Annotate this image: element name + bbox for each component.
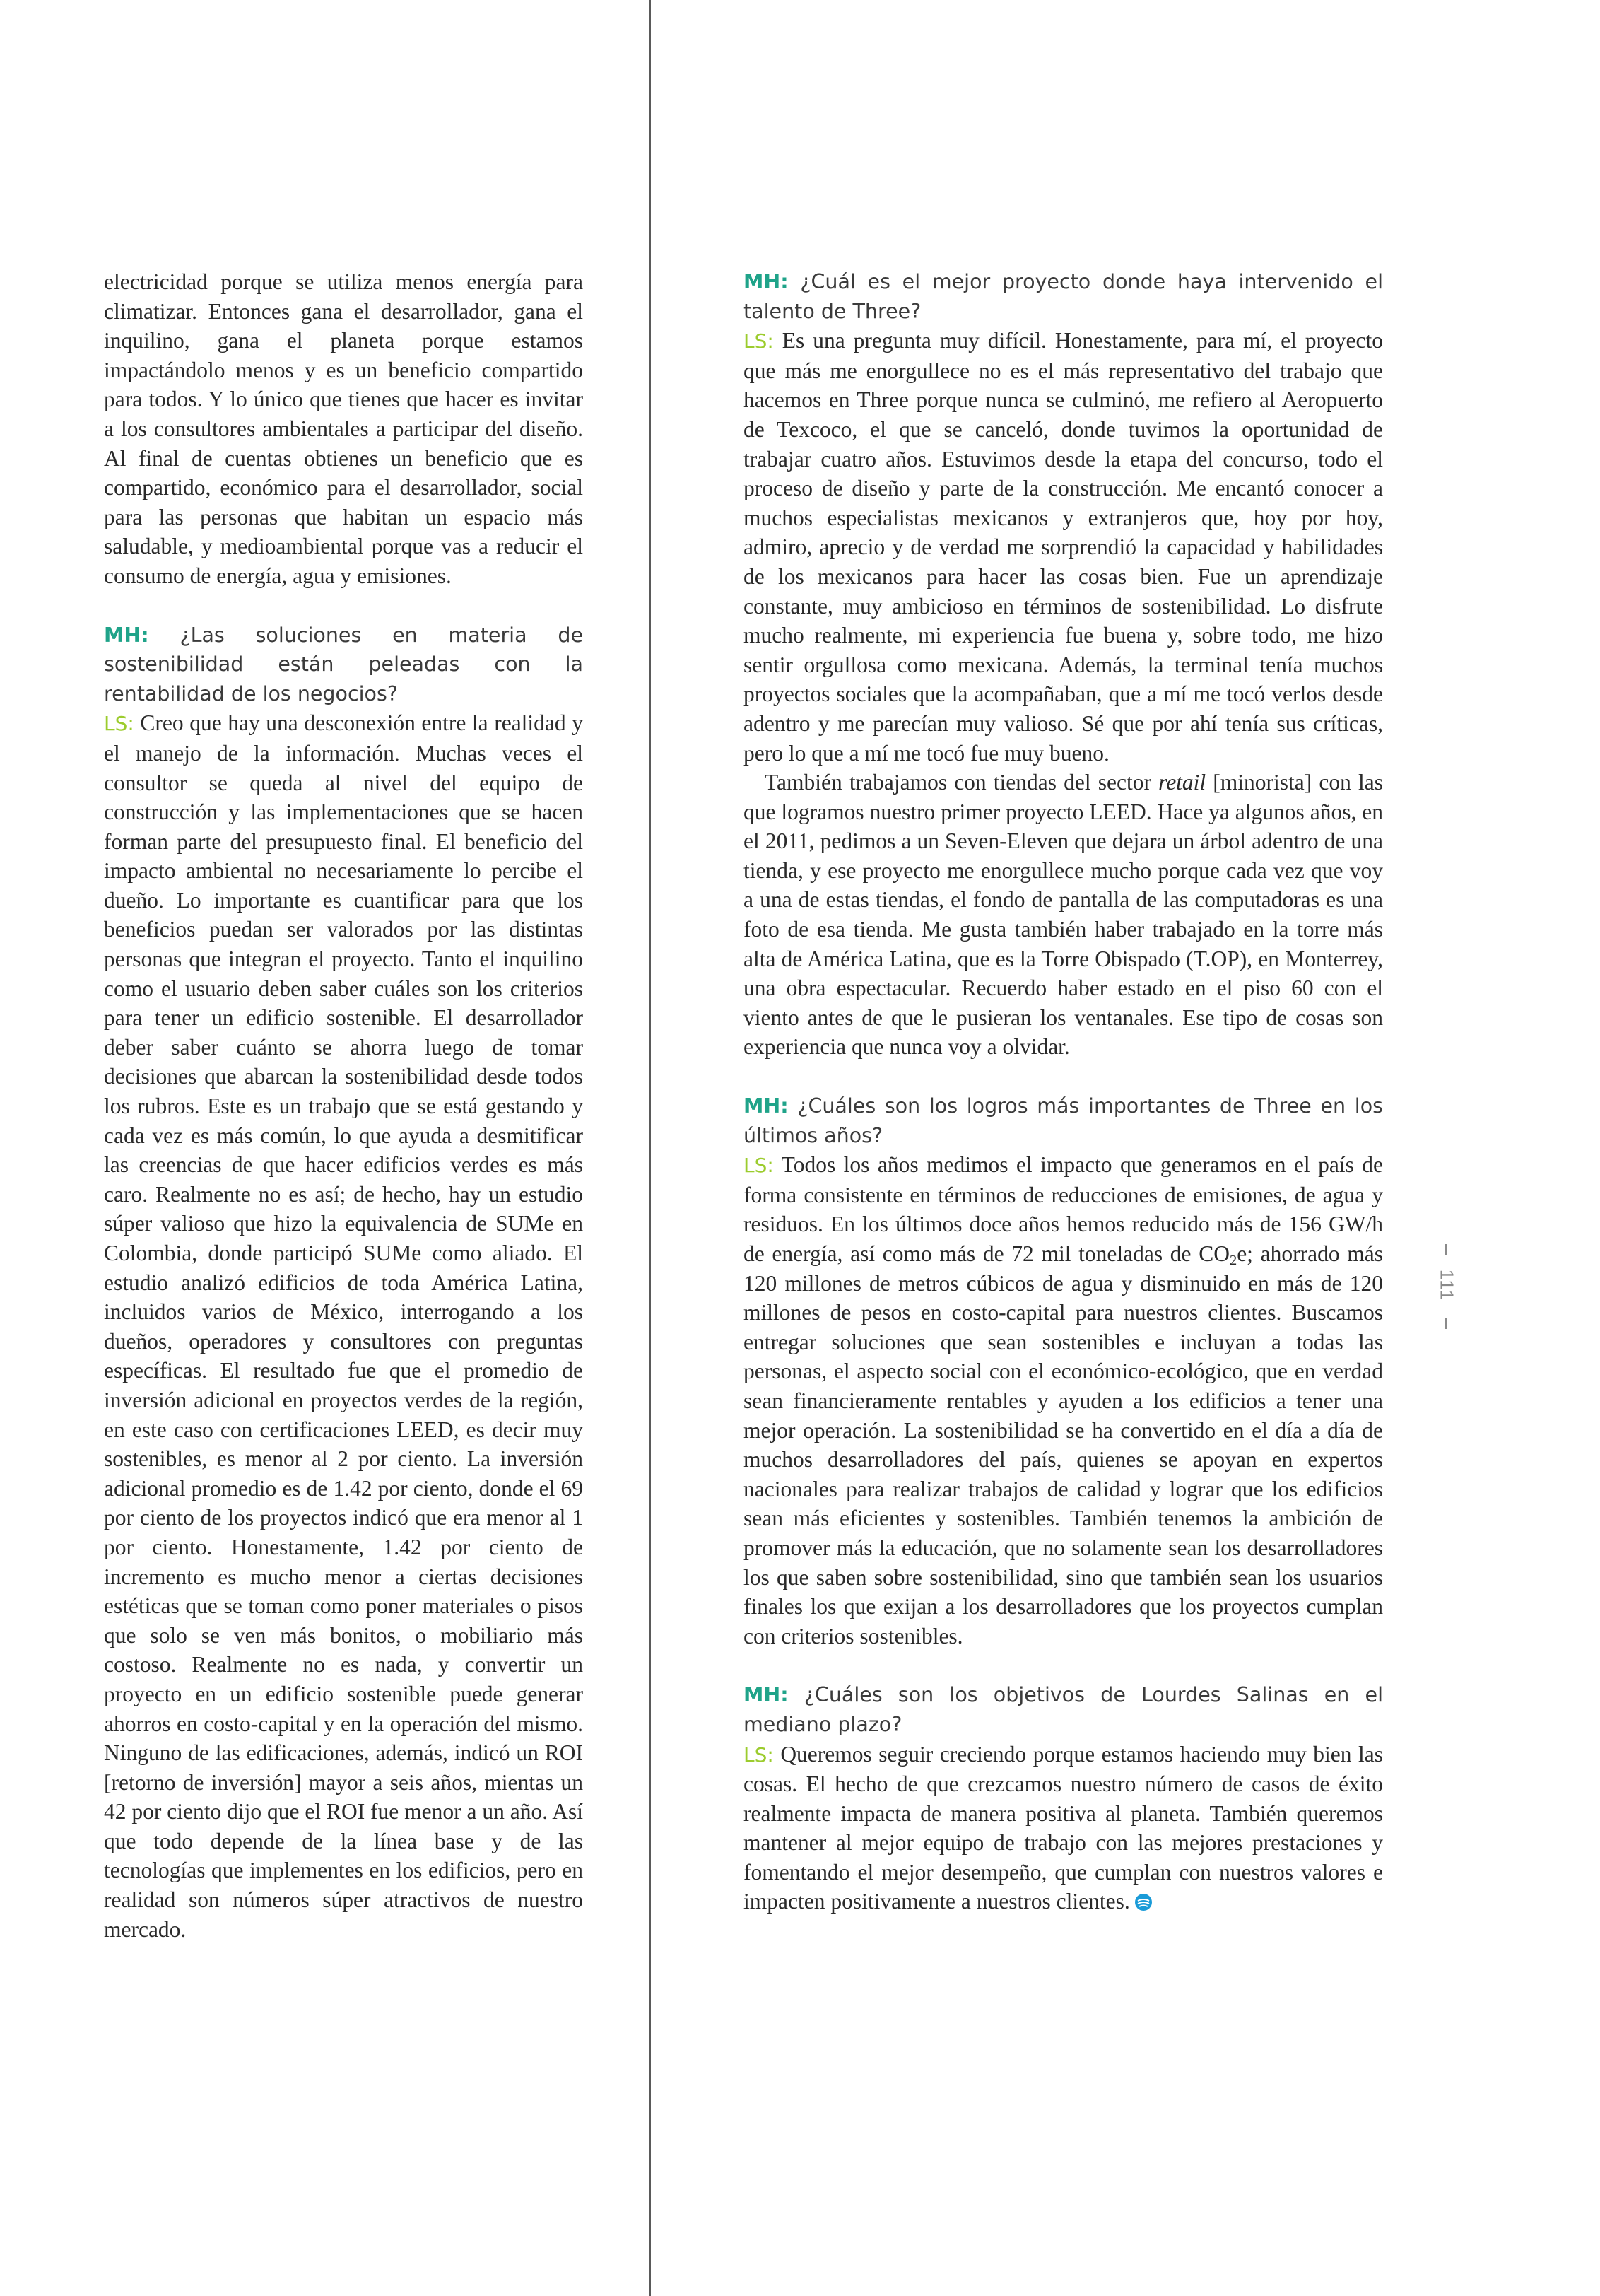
question-text: ¿Cuál es el mejor proyecto donde haya intervenido el talento de Three? <box>743 270 1384 323</box>
question-heading <box>743 1680 1383 1739</box>
italic-term: retail <box>1158 770 1206 795</box>
question-text: ¿Las soluciones en materia de sostenibilidad están peleadas con la rentabilidad de los negocios? <box>104 623 583 705</box>
mh-tag: MH: <box>743 1094 789 1118</box>
ls-tag: LS: <box>743 329 774 353</box>
mh-tag: MH: <box>743 1683 789 1707</box>
paragraph-text: También trabajamos con tiendas del sector <box>765 770 1159 795</box>
mh-tag: MH: <box>104 623 149 647</box>
question-heading <box>743 1091 1383 1150</box>
answer-text: Creo que hay una desconexión entre la realidad y el manejo de la información. Muchas veces el consultor se queda al nivel del equipo de construcción y las implementaciones que se hacen forman parte del presupuesto final. El beneficio del impacto ambiental no necesariamente lo percibe el dueño. Lo importante es cuantificar para que los beneficios puedan ser valorados por las distintas personas que integran el proyecto. Tanto el inquilino como el usuario deben saber cuáles son los criterios para tener un edificio sostenible. El desarrollador deber saber cuánto se ahorra luego de tomar decisiones que abarcan la sostenibilidad desde todos los rubros. Este es un trabajo que se está gestando y cada vez es más común, lo que ayuda a desmitificar las creencias de que hacer edificios verdes es más caro. Realmente no es así; de hecho, hay un estudio súper valioso que hizo la equivalencia de SUMe en Colombia, donde participó SUMe como aliado. El estudio analizó edificios de toda América Latina, incluidos varios de México, interrogando a los dueños, operadores y consultores con preguntas específicas. El resultado fue que el promedio de inversión adicional en proyectos verdes de la región, en este caso con certificaciones LEED, es decir muy sostenibles, es menor al 2 por ciento. La inversión adicional promedio es de 1.42 por ciento, donde el 69 por ciento de los proyectos indicó que era menor al 1 por ciento. Honestamente, 1.42 por ciento de incremento es mucho menor a ciertas decisiones estéticas que se toman como poner materiales o pisos que solo se ven más bonitos, o mobiliario más costoso. Realmente no es nada, y convertir un proyecto en un edificio sostenible puede generar ahorros en costo-capital y en la operación del mismo. Ninguno de las edificaciones, además, indicó un ROI [retorno de inversión] mayor a seis años, mientas un 42 por ciento dijo que el ROI fue menor a un año. Así que todo depende de la línea base y de las tecnologías que implementes en los edificios, pero en realidad son números súper atractivos de nuestro mercado. <box>104 710 583 1942</box>
answer-paragraph <box>743 1150 1383 1651</box>
subscript: 2 <box>1229 1253 1237 1269</box>
paragraph: electricidad porque se utiliza menos energía para climatizar. Entonces gana el desarrollador, gana el inquilino, gana el planeta porque estamos impactándolo menos y es un beneficio compartido para todos. Y lo único que tienes que hacer es invitar a los consultores ambientales a participar del diseño. Al final de cuentas obtienes un beneficio que es compartido, económico para el desarrollador, social para las personas que habitan un espacio más saludable, y medioambiental porque vas a reducir el consumo de energía, agua y emisiones. <box>104 269 583 588</box>
end-of-article-icon <box>1134 1893 1153 1911</box>
folio-rule-bottom <box>1445 1318 1447 1329</box>
question-heading <box>743 267 1383 326</box>
answer-text: Es una pregunta muy difícil. Honestamente, para mí, el proyecto que más me enorgullece no es el más representativo del trabajo que hacemos en Three porque nunca se culminó, me refiero al Aeropuerto de Texcoco, el que se canceló, donde tuvimos la oportunidad de trabajar cuatro años. Estuvimos desde la etapa del concurso, todo el proceso de diseño y parte de la construcción. Me encantó conocer a muchos especialistas mexicanos y extranjeros que, hoy por hoy, admiro, aprecio y de verdad me sorprendió la capacidad y habilidades de los mexicanos para hacer las cosas bien. Fue un aprendizaje constante, muy ambicioso en términos de sostenibilidad. Lo disfrute mucho realmente, mi experiencia fue buena y, sobre todo, me hizo sentir orgullosa como mexicana. Además, la terminal tenía muchos proyectos sociales que la acompañaban, que a mí me tocó verlos desde adentro y me parecían muy valioso. Sé que por ahí tenía sus críticas, pero lo que a mí me tocó fue muy bueno. <box>743 328 1384 766</box>
mh-tag: MH: <box>743 270 789 293</box>
folio-rule-top <box>1445 1244 1447 1255</box>
left-column <box>104 267 583 1944</box>
paragraph <box>743 768 1383 1062</box>
right-column <box>743 267 1383 1916</box>
page-number <box>1433 1244 1461 1329</box>
question-text: ¿Cuáles son los objetivos de Lourdes Salinas en el mediano plazo? <box>743 1683 1383 1736</box>
answer-paragraph <box>743 326 1383 768</box>
answer-text: e; ahorrado más 120 millones de metros cúbicos de agua y disminuido en más de 120 millones de pesos en costo-capital para nuestros clientes. Buscamos entregar soluciones que sean sostenibles e incluyan a todas las personas, el aspecto social con el económico-ecológico, que en verdad sean financieramente rentables y ayuden a los edificios a tener una mejor operación. La sostenibilidad se ha convertido en el día a día de muchos desarrolladores del país, quienes se apoyan en expertos nacionales para realizar trabajos de calidad y lograr que los edificios sean más eficientes y sostenibles. También tenemos la ambición de promover más la educación, que no solamente sean los desarrolladores los que saben sobre sostenibilidad, sino que también sean los usuarios finales los que exijan a los desarrolladores que los proyectos cumplan con criterios sostenibles. <box>743 1241 1383 1648</box>
ls-tag: LS: <box>104 712 134 736</box>
answer-paragraph <box>104 708 583 1944</box>
paragraph-text: [minorista] con las que logramos nuestro primer proyecto LEED. Hace ya algunos años, en el 2011, pedimos a un Seven-Eleven que dejara un árbol adentro de una tienda, y ese proyecto me enorgullece mucho porque cada vez que voy a una de estas tiendas, el fondo de pantalla de las computadoras es una foto de esa tienda. Me gusta también haber trabajado en la torre más alta de América Latina, que es la Torre Obispado (T.OP), en Monterrey, una obra espectacular. Recuerdo haber estado en el piso 60 con el viento antes de que le pusieran los ventanales. Ese tipo de cosas son experiencia que nunca voy a olvidar. <box>743 770 1383 1060</box>
question-text: ¿Cuáles son los logros más importantes de Three en los últimos años? <box>743 1094 1383 1147</box>
page-number-text: 111 <box>1436 1269 1458 1301</box>
question-heading <box>104 621 583 709</box>
answer-paragraph <box>743 1740 1383 1917</box>
column-divider <box>649 0 651 2296</box>
answer-text: Queremos seguir creciendo porque estamos haciendo muy bien las cosas. El hecho de que crezcamos nuestro número de casos de éxito realmente impacta de manera positiva al planeta. También queremos mantener al mejor equipo de trabajo con las mejores prestaciones y fomentando el mejor desempeño, que cumplan con nuestros valores e impacten positivamente a nuestros clientes. <box>743 1741 1384 1914</box>
ls-tag: LS: <box>743 1742 774 1767</box>
ls-tag: LS: <box>743 1154 774 1178</box>
answer-text: Todos los años medimos el impacto que generamos en el país de forma consistente en términos de reducciones de emisiones, de agua y residuos. En los últimos doce años hemos reducido más de 156 GW/h de energía, así como más de 72 mil toneladas de CO <box>743 1152 1383 1266</box>
